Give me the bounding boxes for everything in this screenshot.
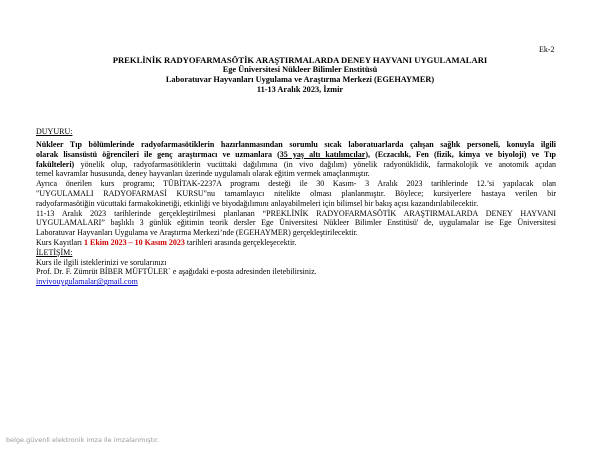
paragraph-1-line-3: fakülteleri) yönelik olup, radyofarmasötiklerin vucüttaki dağılımına (in vivo dağılım) yönelik radyonüklidik, farmakolojik ve anotomik açıdan xyxy=(36,159,556,169)
event-date-place: 11-13 Aralık 2023, İzmir xyxy=(256,85,344,94)
contact-heading: İLETİŞİM: xyxy=(36,247,73,257)
paragraph-3-line-3: Laboratuvar Hayvanları Uygulama ve Araştırma Merkezi’nde (EGEHAYMER) gerçekleştirilecektir. xyxy=(36,228,358,238)
paragraph-2-line-2: "UYGULAMALI RADYOFARMASİ KURSU"nu tamamlayıcı nitelikte olması planlanmıştır. Böylece; kursiyerlere hastaya verilen bir xyxy=(36,188,556,198)
contact-line-2: Prof. Dr. F. Zümrüt BİBER MÜFTÜLER` e aşağıdaki e-posta adresinden iletebilirsiniz. xyxy=(36,267,317,277)
institute-name: Ege Üniversitesi Nükleer Bilimler Enstitüsü xyxy=(222,65,378,74)
paragraph-1-line-4: temel kavramlar hususunda, deney hayvanları üzerinde uygulamalı olarak eğitim vermek amaçlanmıştır. xyxy=(36,169,370,179)
paragraph-2-line-1: Ayrıca önerilen kurs programı; TÜBİTAK-2237A programı desteği ile 30 Kasım- 3 Aralık 2023 tarihlerinde 12.’si yapılacak olan xyxy=(36,179,556,189)
paragraph-1-line-2: olarak lisansüstü öğrencileri ile genç araştırmacı ve uzmanlara (35 yaş altı katılımcılar), (Eczacılık, Fen (fizik, kimya ve biyoloji) ve Tıp xyxy=(36,149,556,159)
contact-line-1: Kurs ile ilgili isteklerinizi ve sorularınızı xyxy=(36,257,167,267)
paragraph-1-line-1: Nükleer Tıp bölümlerinde radyofarmasötiklerin hazırlanmasından sorumlu sıcak laboratuarlarda çalışan sağlık personeli, konuyla ilgili xyxy=(36,140,556,149)
announcement-body xyxy=(36,140,556,287)
e-signature-footer: belge.güvenli elektronik imza ile imzalanmıştır. xyxy=(6,436,160,444)
center-name: Laboratuvar Hayvanları Uygulama ve Araştırma Merkezi (EGEHAYMER) xyxy=(165,75,435,84)
paragraph-3-line-2: UYGULAMALARI” başlıklı 3 günlük eğitimin teorik dersler Ege Üniversitesi Nükleer Bilimler Enstitüsü' de, uygulamalar ise Ege Üniversitesi xyxy=(36,218,556,228)
paragraph-2-line-3: radyofarmasötiğin vücuttaki farmakokinetiği, etkinliği ve biyodağılımını anlayabilmeleri için bilimsel bir bakış açısı kazandırılabilecektir. xyxy=(36,198,479,208)
age-limit-note: 35 yaş altı katılımcılar xyxy=(279,149,366,159)
document-title: PREKLİNİK RADYOFARMASÖTİK ARAŞTIRMALARDA DENEY HAYVANI UYGULAMALARI xyxy=(112,55,488,65)
paragraph-3-line-1: 11-13 Aralık 2023 tarihlerinde gerçekleştirilmesi planlanan “PREKLİNİK RADYOFARMASÖTİK ARAŞTIRMALARDA DENEY HAYVANI xyxy=(36,208,556,218)
registration-dates: 1 Ekim 2023 – 10 Kasım 2023 xyxy=(84,237,185,247)
annex-label: Ek-2 xyxy=(539,45,555,54)
registration-line: Kurs Kayıtları 1 Ekim 2023 – 10 Kasım 2023 tarihleri arasında gerçekleşecektir. xyxy=(36,237,297,247)
announcement-heading: DUYURU: xyxy=(36,127,73,136)
contact-email-link[interactable]: invivouygulamalar@gmail.com xyxy=(36,277,138,287)
